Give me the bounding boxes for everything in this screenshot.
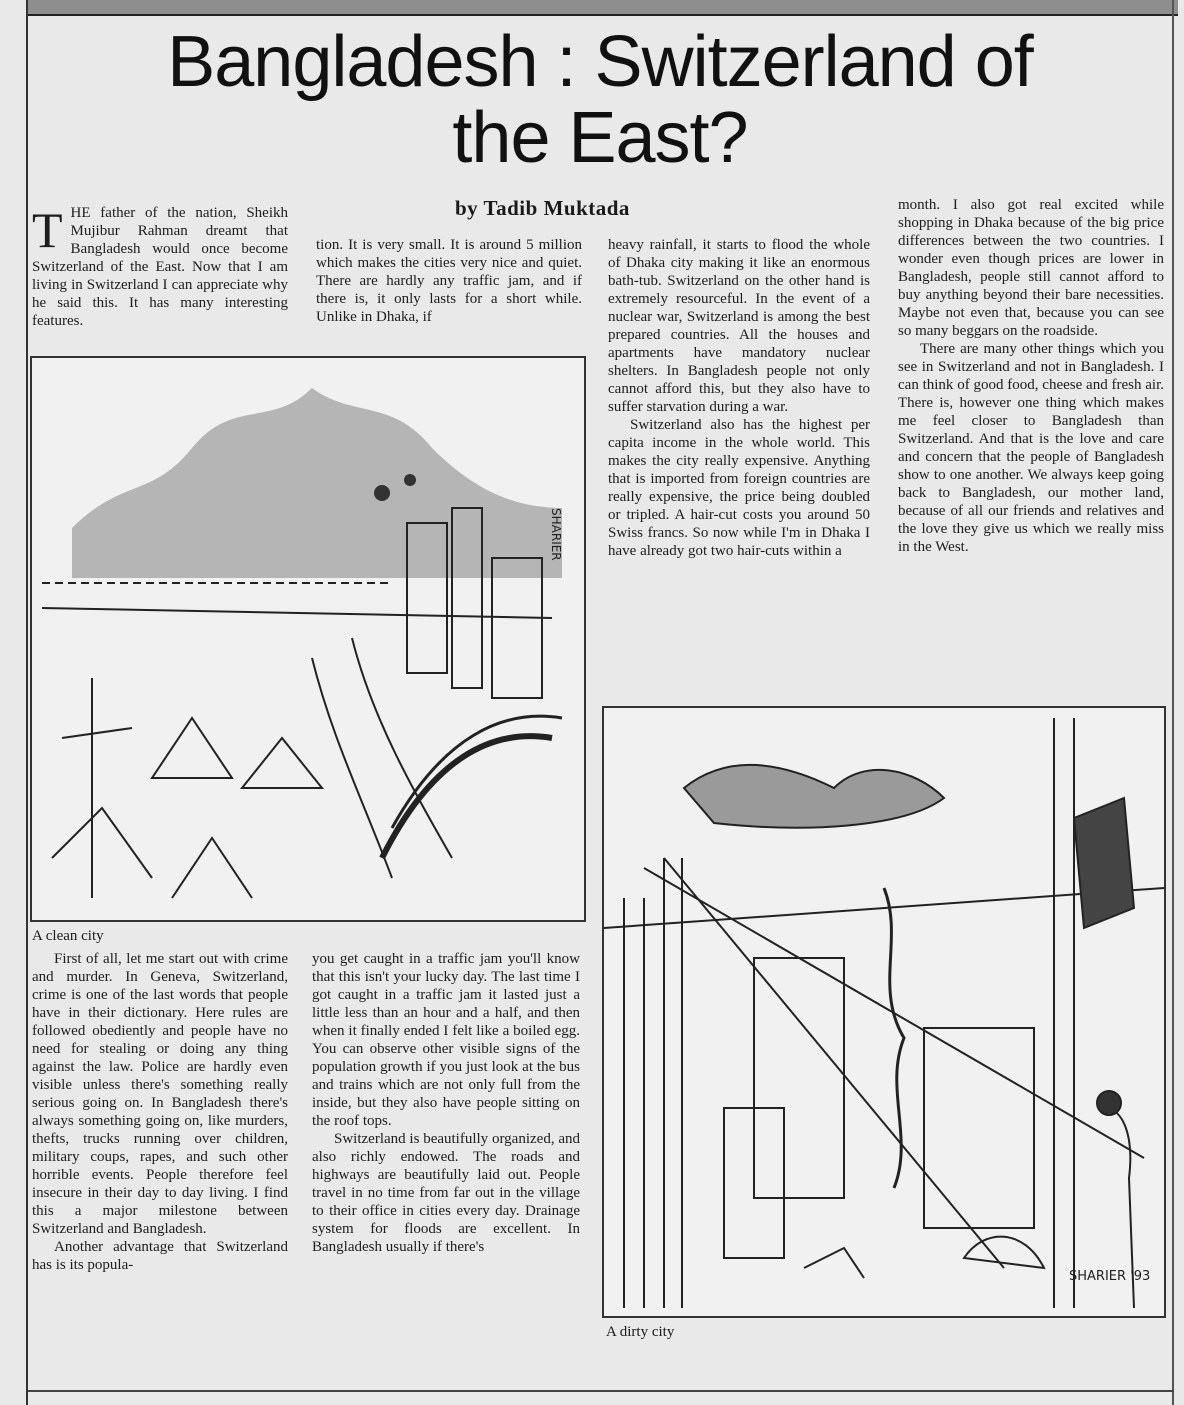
col3 <box>608 236 870 560</box>
building <box>924 1028 1034 1228</box>
rooftops <box>152 718 322 788</box>
building <box>754 958 844 1198</box>
caption-clean-city: A clean city <box>32 928 104 944</box>
right-column-rule <box>1172 0 1174 1405</box>
col2-bottom-p2: Switzerland is beautifully organized, and also richly endowed. The roads and highways are beautifully laid out. People travel in no time from far out in the village to their office in cities every day. Drainage system for floods are excellent. In Bangladesh usually if there's <box>312 1131 580 1255</box>
tower-building <box>492 558 542 698</box>
col2-top-text: tion. It is very small. It is around 5 million which makes the cities very nice and quiet. There are hardly any traffic jam, and if there is, it only lasts for a short while. Unlike in Dhaka, if <box>316 237 582 325</box>
caption-dirty-city: A dirty city <box>606 1324 675 1340</box>
top-border <box>28 0 1178 16</box>
skyline-line <box>42 608 552 618</box>
dirty-city-sketch <box>604 708 1164 1316</box>
headline-line-1: Bangladesh : Switzerland of <box>167 22 1033 102</box>
ink-blot <box>374 485 390 501</box>
rubble <box>964 1237 1044 1268</box>
col2-bottom-p1: you get caught in a traffic jam you'll know that this isn't your lucky day. The last time I got caught in a traffic jam it lasted just a little less than an hour and a half, and then when it finally ended I felt like a boiled egg. You can observe other visible signs of the population growth if you just look at the bus and trains which are not only full from the inside, but they also have people sitting on the roof tops. <box>312 951 580 1129</box>
col2-top <box>316 236 582 326</box>
dropcap: T <box>32 202 63 258</box>
byline: by Tadib Muktada <box>455 196 630 220</box>
col4-p2: There are many other things which you see in Switzerland and not in Bangladesh. I can think of good food, cheese and fresh air. There is, however one thing which makes me feel closer to Bangladesh than Switzerland. And that is the love and care and concern that the people of Bangladesh show to one another. We always keep going back to Bangladesh, our mother land, because of all our friends and relatives and the love they give us which we really miss in the West. <box>898 341 1164 555</box>
signature-clean: SHARIER <box>549 508 563 561</box>
trees <box>52 808 252 898</box>
col2-bottom <box>312 950 580 1256</box>
col1-top-text: HE father of the nation, Sheikh Mujibur Rahman dreamt that Bangladesh would once become Switzerland of the East. Now that I am living in Switzerland I can appreciate why he said this. It has many interesting features. <box>32 205 288 329</box>
bridge-deck <box>392 716 562 828</box>
col1-bottom-p2: Another advantage that Switzerland has is its popula- <box>32 1239 288 1273</box>
col3-p2: Switzerland also has the highest per capita income in the whole world. This makes the city really expensive. Anything that is imported from foreign countries are really expensive, the price being doubled or tripled. A hair-cut costs you around 50 Swiss francs. So now while I'm in Dhaka I have already got two hair-cuts within a <box>608 417 870 559</box>
col1-bottom <box>32 950 288 1274</box>
tangled-wire <box>884 888 904 1188</box>
col4 <box>898 196 1164 556</box>
col3-p1: heavy rainfall, it starts to flood the whole of Dhaka city making it like an enormous bath-tub. Switzerland on the other hand is extremely resourceful. In the event of a nuclear war, Switzerland is among the best prepared countries. All the houses and apartments have mandatory nuclear shelters. In Bangladesh people not only cannot afford this, but they also have to suffer starvation during a war. <box>608 237 870 415</box>
utility-pole <box>1054 718 1074 1308</box>
pedestrian-head <box>1097 1091 1121 1115</box>
smoke-cloud <box>684 765 944 828</box>
clean-city-sketch <box>32 358 584 920</box>
headline <box>40 24 1160 176</box>
mountain-shape <box>72 388 562 578</box>
dirty-city-illustration <box>602 706 1166 1318</box>
rickshaw <box>804 1248 864 1278</box>
signboard <box>1074 798 1134 928</box>
utility-pole <box>624 898 644 1308</box>
bridge-arch <box>382 736 552 858</box>
left-column-rule <box>26 0 28 1405</box>
power-lines <box>604 858 1164 1268</box>
headline-line-2: the East? <box>452 98 748 178</box>
street-sketch <box>604 718 1164 1308</box>
clean-city-illustration <box>30 356 586 922</box>
bottom-rule <box>28 1390 1174 1392</box>
utility-pole <box>664 858 682 1308</box>
col1-top <box>32 204 288 330</box>
ink-blot <box>404 474 416 486</box>
house-sketch <box>62 678 132 898</box>
signature-dirty: SHARIER '93 <box>1069 1269 1151 1284</box>
river-bank <box>312 658 392 878</box>
col4-p1: month. I also got real excited while shopping in Dhaka because of the big price differences between the two countries. I wonder even though prices are lower in Bangladesh, people still cannot afford to buy anything beyond their bare necessities. Maybe not even that, because you can see so many beggars on the roadside. <box>898 197 1164 339</box>
col1-bottom-p1: First of all, let me start out with crime and murder. In Geneva, Switzerland, crime is one of the last words that people have in their dictionary. Here rules are followed obediently and people have no need for stealing or doing any thing against the law. Police are hardly even visible unless there's something really serious going on. In Bangladesh there's always something going on, like murders, thefts, trucks running over children, military coups, rapes, and such other horrible events. People therefore feel insecure in their day to day living. I find this a major milestone between Switzerland and Bangladesh. <box>32 951 288 1237</box>
